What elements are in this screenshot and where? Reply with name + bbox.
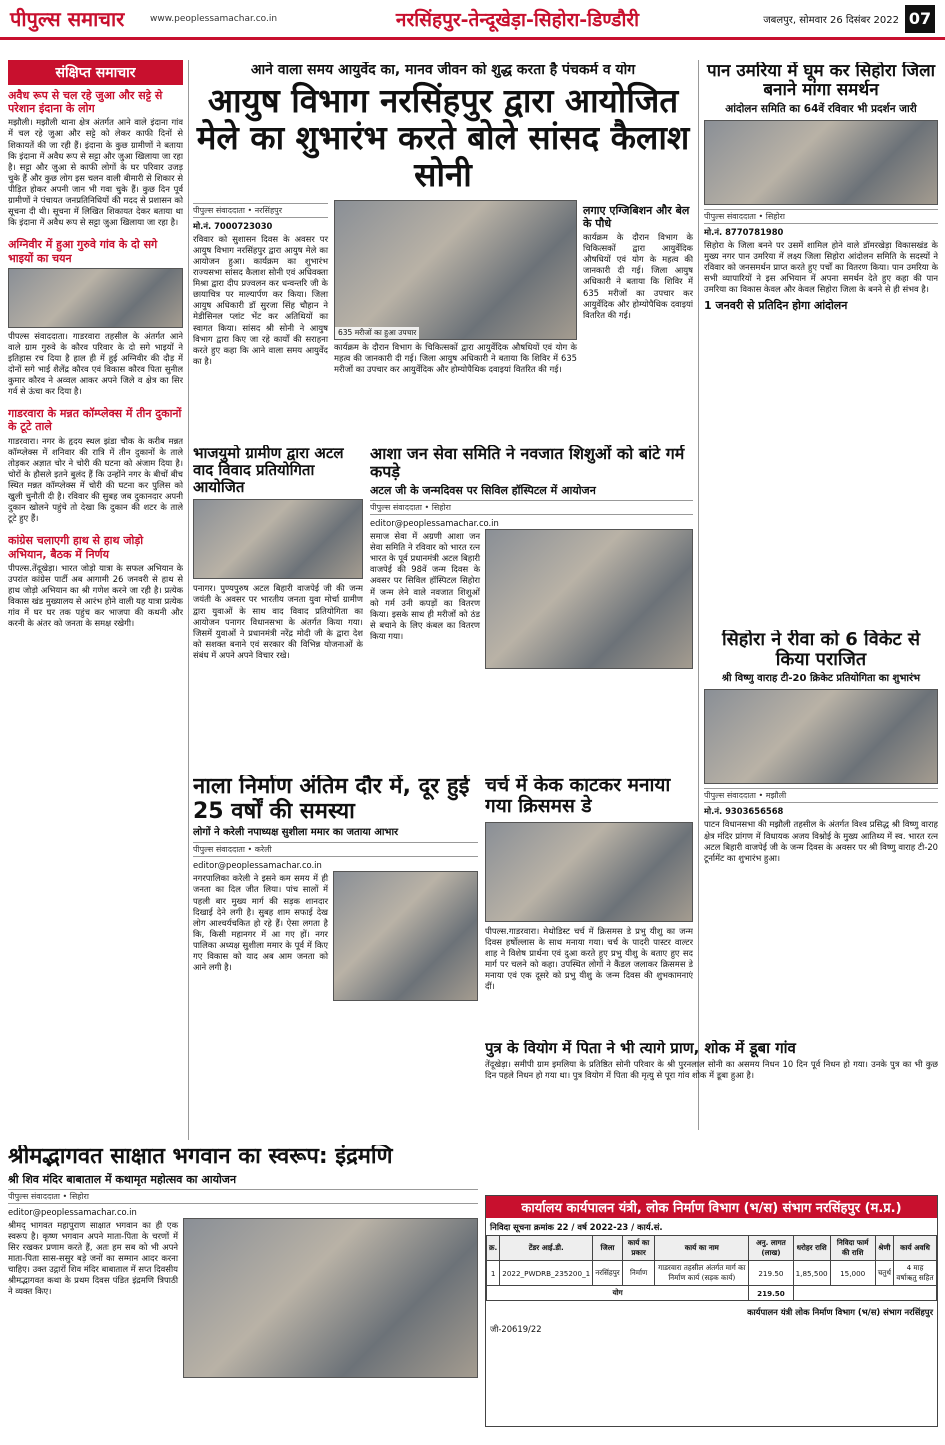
bhagwat-body: श्रीमद् भागवत महापुराण साक्षात भगवान का ही एक स्वरूप है। कृष्ण भगवान अपने माता-पिता के चरणों में सिर रखकर प्रणाम करते हैं, अतः हम सब को भी अपने माता-पिता सास-ससुर बड़े जनों का सम्मान आदर करना चाहिए। उक्त उद्गारों शिव मंदिर बाबाताल में सप्त दिवसीय श्रीमद्भागवत कथा के प्रथम दिवस पंडित इंद्रमणि त्रिपाठी ने व्यक्त किए। <box>8 1219 178 1297</box>
asha-headline: आशा जन सेवा समिति ने नवजात शिशुओं को बांटे गर्म कपड़े <box>370 445 685 481</box>
tender-col-header: धरोहर राशि <box>793 1236 830 1261</box>
main-story-headline: आयुष विभाग नरसिंहपुर द्वारा आयोजित मेले का शुभारंभ करते बोले सांसद कैलाश सोनी <box>196 80 690 194</box>
bhagwat-email[interactable]: editor@peoplessamachar.co.in <box>8 1206 137 1217</box>
tender-cell: 1 <box>487 1261 500 1286</box>
tender-cell: निर्माण <box>622 1261 655 1286</box>
tender-cell: 1,85,500 <box>793 1261 830 1286</box>
tender-col-header: क्र. <box>487 1236 500 1261</box>
tender-col-header: जिला <box>593 1236 623 1261</box>
nala-body: नगरपालिका करेली ने इसने कम समय में ही जनता का दिल जीत लिया। पांच सालों में पहली बार मुख्य मार्ग की सड़क शानदार दिखाई देने लगी है। सुबह शाम सफाई देख लोग आश्चर्यचकित हो रहे हैं। ऐसा लगता है कि, किसी महानगर में आ गए हों। नगर पालिका अध्यक्ष सुशीला ममार के पूर्व में किए गए विकास को याद अब आम जनता को आने लगी है। <box>193 873 328 973</box>
pan-mobile: मो.नं. 8770781980 <box>704 226 784 237</box>
pan-byline: पीपुल्स संवाददाता • सिहोरा <box>704 209 938 224</box>
sihora-mobile: मो.नं. 9303656568 <box>704 806 784 817</box>
pan-photo <box>704 120 938 205</box>
ayush-fair-photo <box>334 200 577 340</box>
newspaper-logo: पीपुल्स समाचार <box>10 7 125 31</box>
tender-title: कार्यालय कार्यपालन यंत्री, लोक निर्माण विभाग (भ/स) संभाग नरसिंहपुर (म.प्र.) <box>486 1196 937 1218</box>
briefs-heading: संक्षिप्त समाचार <box>8 60 183 85</box>
pan-subhead: 1 जनवरी से प्रतिदिन होगा आंदोलन <box>704 299 848 313</box>
church-photo <box>485 822 693 922</box>
putra-story <box>485 1040 938 1190</box>
brief-title: अग्निवीर में हुआ गुरुवे गांव के दो सगे भाइयों का चयन <box>8 238 158 265</box>
main-story-kicker: आने वाला समय आयुर्वेद का, मानव जीवन को शुद्ध करता है पंचकर्म व योग <box>250 62 636 78</box>
tender-notice-no: निविदा सूचना क्रमांक 22 / वर्ष 2022-23 / कार्य.सं. <box>490 1222 663 1232</box>
tender-cell: 219.50 <box>749 1261 793 1286</box>
brief-title: अवैध रूप से चल रहे जुआ और सट्टे से परेशान इंदाना के लोग <box>8 89 163 116</box>
tender-col-header: निविदा फार्म की राशि <box>830 1236 875 1261</box>
brief-text: पीपल्स.तेंदूखेड़ा। भारत जोड़ो यात्रा के सफल अभियान के उपरांत कांग्रेस पार्टी अब आगामी 26 जनवरी से हाथ से हाथ जोड़ो अभियान का श्री गणेश करने जा रही है। प्रत्येक विकास खंड मुख्यालय से आरंभ होने वाली यह यात्रा प्रत्येक गांव में घर घर तक पहुंच कर भाजपा की कथनी और करनी के अंतर को जनता के समक्ष रखेगी। <box>8 562 183 629</box>
asha-body: समाज सेवा में अग्रणी आशा जन सेवा समिति ने रविवार को भारत रत्न भारत के पूर्व प्रधानमंत्री अटल बिहारी वाजपेई की 98वें जन्म दिवस के अवसर पर सिविल हॉस्पिटल सिहोरा में जन्म लेने वाले नवजात शिशुओं को गर्म उनी कपड़ों का वितरण किया। इसके साथ ही मरीजों को ठंड से बचाने के लिए कंबल का वितरण किया गया। <box>370 531 480 641</box>
tender-col-header: अनु. लागत (लाख) <box>749 1236 793 1261</box>
sihora-headline: सिहोरा ने रीवा को 6 विकेट से किया पराजित <box>721 630 921 671</box>
pan-body: सिहोरा के जिला बनने पर उसमें शामिल होने वाले डॉमरखेड़ा विकासखंड के मुख्य नगर पान उमरिया में लक्ष्य जिला सिहोरा आंदोलन समिति के सदस्यों ने रविवार को जनसमर्थन प्राप्त करते हुए पर्चों का वितरण किया। पान उमरिया के सभी व्यापारियों ने इस अभियान में अपना समर्थन देते हुए कहा की पान उमरिया का विकास केवल और केवल सिहोरा जिला के बनने से ही संभव है। <box>704 239 938 295</box>
asha-photo <box>485 529 693 669</box>
main-story-mobile: मो.नं. 7000723030 <box>193 220 273 231</box>
tender-cell: 15,000 <box>830 1261 875 1286</box>
tender-total: 219.50 <box>749 1286 793 1301</box>
bhagwat-headline: श्रीमद्भागवत साक्षात भगवान का स्वरूप: इंद्रमणि <box>8 1145 393 1169</box>
brief-text: मझौली। मझौली थाना क्षेत्र अंतर्गत आने वाले इंदाना गांव में चल रहे जुआ और सट्टे को लेकर काफी दिनों से शिकायतें की जा रही हैं। इंदाना के कुछ ग्रामीणों ने बताया कि इंदाना में अवैध रूप से सट्टा और जुआ खिलाया जा रहा है। सट्टा और जुआ से काफी लोगों के घर परिवार उजड़ चुके हैं और कुछ लोग इस चलन वाली बीमारी से शिकार से पीड़ित होकर अपनी जान भी गवा चुके हैं। कुछ दिन पूर्व ग्रामीणों ने पंचायत जनप्रतिनिधियों की मदद से प्रशासन को सूचना दी थी। सूचना में लिखित शिकायत देकर बताया था कि इंदाना में अवैध रूप से सट्टा जुआ खिलाया जा रहा है। <box>8 117 183 228</box>
brief-title: गाडरवारा के मन्नत कॉम्प्लेक्स में तीन दुकानों के टूटे ताले <box>8 407 182 434</box>
nala-headline: नाला निर्माण अंतिम दौर में, दूर हुई 25 वर्षों की समस्या <box>193 775 470 824</box>
atal-debate-headline: भाजयुमो ग्रामीण द्वारा अटल वाद विवाद प्रतियोगिता आयोजित <box>193 445 344 496</box>
main-story-side-text: कार्यक्रम के दौरान विभाग के चिकित्सकों द्वारा आयुर्वेदिक औषधियों एवं योग के महत्व की जानकारी दी गई। जिला आयुष अधिकारी ने बताया कि शिविर में 635 मरीजों का उपचार कर आयुर्वेदिक और होम्योपैथिक दवाइयां वितरित की गई। <box>583 232 693 320</box>
main-story-body: रविवार को सुशासन दिवस के अवसर पर आयुष विभाग नरसिंहपुर द्वारा आयुष मेले का आयोजन हुआ। कार्यक्रम का शुभारंभ राज्यसभा सांसद कैलाश सोनी एवं अधिवक्ता मिश्रा द्वारा दीप प्रज्वलन कर धन्वन्तरि जी के छायाचित्र पर माल्यार्पण कर किया। जिला आयुष अधिकारी डॉ सुरजा सिंह चौहान ने मेडीसिनल प्लांट भेंट कर अतिथियों का स्वागत किया। सांसद श्री सोनी ने आयुष विभाग द्वारा किए जा रहे कार्यों की सराहना करते हुए कहा कि आने वाला समय आयुर्वेद का है। <box>193 233 328 366</box>
sihora-kicker: श्री विष्णु वाराह टी-20 क्रिकेट प्रतियोगिता का शुभारंभ <box>721 673 921 685</box>
tender-col-header: कार्य अवधि <box>893 1236 936 1261</box>
bhagwat-kicker: श्री शिव मंदिर बाबाताल में कथामृत महोत्सव का आयोजन <box>8 1172 237 1186</box>
tender-notice <box>485 1195 938 1427</box>
agniveer-photo <box>8 268 183 328</box>
sihora-body: पाटन विधानसभा की मझौली तहसील के अंतर्गत विश्व प्रसिद्ध श्री विष्णु वाराह क्षेत्र मंदिर प्रांगण में विधायक अजय विश्नोई के मुख्य आतिथ्य में स्व. भारत रत्न अटल बिहारी वाजपेई जी के जन्म दिवस के अवसर पर श्री विष्णु वाराह टी-20 टूर्नामेंट का शुभारंभ हुआ। <box>704 819 938 863</box>
website-url[interactable]: www.peoplessamachar.co.in <box>150 13 278 24</box>
photo-caption: 635 मरीजों का हुआ उपचार <box>335 327 419 339</box>
tender-cell: 4 माह वर्षाऋतु सहित <box>893 1261 936 1286</box>
atal-debate-story <box>193 445 363 765</box>
church-body: पीपल्स.गाडरवारा। मेथोडिस्ट चर्च में क्रिसमस डे प्रभु यीशु का जन्म दिवस हर्षोल्लास के साथ मनाया गया। चर्च के पादरी पास्टर वाल्टर शाह ने विशेष प्रार्थना एवं दुआ करते हुए प्रभु यीशु के बताए हुए सद मार्ग पर चलने को कहा। उपस्थित लोगों ने कैंडल जलाकर क्रिसमस डे मनाया एवं एक दूसरे को प्रभु यीशु के जन्म दिवस की शुभकामनाएं दीं। <box>485 925 693 991</box>
nala-byline: पीपुल्स संवाददाता • करेली <box>193 842 478 857</box>
main-story <box>193 62 693 437</box>
tender-cell: गाडरवारा तहसील अंतर्गत मार्ग का निर्माण कार्य (सड़क कार्य) <box>655 1261 749 1286</box>
nala-kicker: लोगों ने करेली नपाध्यक्ष सुशीला ममार का जताया आभार <box>193 827 399 839</box>
bhagwat-byline: पीपुल्स संवाददाता • सिहोरा <box>8 1189 478 1204</box>
tender-table <box>486 1235 937 1301</box>
brief-text: गाडरवारा। नगर के हृदय स्थल झंडा चौक के करीब मन्नत कॉम्प्लेक्स में शनिवार की रात्रि में तीन दुकानों के ताले तोड़कर अज्ञात चोर ने चोरी की घटना को अंजाम दिया है। चोरों के हौसले इतने बुलंद हैं कि उन्होंने नगर के बीचों बीच स्थित मन्नत कॉम्प्लेक्स में चोरी की घटना कर पुलिस को खुली चुनौती दी है। रविवार की सुबह जब दुकानदार अपनी दुकान खोलने पहुंचे तो देखा कि दुकान की शटर के ताले टूटे हुए हैं। <box>8 435 183 524</box>
brief-text: पीपल्स संवाददाता। गाडरवारा तहसील के अंतर्गत आने वाले ग्राम गुरुवे के कौरव परिवार के दो सगे भाइयों ने इतिहास रच दिया है हाल ही में हुई अग्निवीर की दौड़ में दोनों सगे भाई शैलेंद्र कौरव एवं विकास कौरव पिता सुनील कुमार कौरव ने अव्वल आकर अपने जिले व क्षेत्र का सिर गर्व से ऊंचा कर दिया है। <box>8 330 183 397</box>
asha-kicker: अटल जी के जन्मदिवस पर सिविल हॉस्पिटल में आयोजन <box>370 483 596 497</box>
tender-cell: 2022_PWDRB_235200_1 <box>500 1261 593 1286</box>
tender-col-header: कार्य का प्रकार <box>622 1236 655 1261</box>
tender-footer: कार्यपालन यंत्री लोक निर्माण विभाग (भ/स) संभाग नरसिंहपुर <box>747 1307 933 1318</box>
cricket-photo <box>704 689 938 784</box>
putra-headline: पुत्र के वियोग में पिता ने भी त्यागे प्राण, शोक में डूबा गांव <box>485 1040 796 1057</box>
asha-byline: पीपुल्स संवाददाता • सिहोरा <box>370 500 693 515</box>
main-story-byline: पीपुल्स संवाददाता • नरसिंहपुर <box>193 203 328 218</box>
tender-col-header: कार्य का नाम <box>655 1236 749 1261</box>
main-story-body-continued: कार्यक्रम के दौरान विभाग के चिकित्सकों द्वारा आयुर्वेदिक औषधियों एवं योग के महत्व की जानकारी दी गई। जिला आयुष अधिकारी ने बताया कि शिविर में 635 मरीजों का उपचार कर आयुर्वेदिक और होम्योपैथिक दवाइयां वितरित की गई। <box>334 341 577 374</box>
masthead <box>0 0 945 40</box>
tender-col-header: टेंडर आई.डी. <box>500 1236 593 1261</box>
nala-email[interactable]: editor@peoplessamachar.co.in <box>193 860 322 871</box>
page-number: 07 <box>905 5 935 33</box>
nala-photo <box>333 871 478 1001</box>
bhagwat-photo <box>183 1218 478 1378</box>
main-story-side-title: लगाए एग्जिबिशन और बेल के पौधे <box>583 203 690 230</box>
asha-email[interactable]: editor@peoplessamachar.co.in <box>370 518 499 528</box>
table-row <box>487 1286 937 1301</box>
brief-title: कांग्रेस चलाएगी हाथ से हाथ जोड़ो अभियान, बैठक में निर्णय <box>8 534 144 561</box>
sihora-cricket-story <box>704 630 938 1050</box>
tender-total-label: योग <box>487 1286 749 1301</box>
briefs-column <box>8 60 183 1140</box>
region-title: नरसिंहपुर-तेन्दूखेड़ा-सिहोरा-डिण्डौरी <box>395 8 640 31</box>
tender-cell: नरसिंहपुर <box>593 1261 623 1286</box>
sihora-byline: पीपुल्स संवाददाता • मझौली <box>704 788 938 803</box>
pan-umariya-story <box>704 62 938 617</box>
church-headline: चर्च में केक काटकर मनाया गया क्रिसमस डे <box>485 775 671 818</box>
nala-story <box>193 775 478 1135</box>
tender-col-header: श्रेणी <box>875 1236 893 1261</box>
table-row <box>487 1261 937 1286</box>
asha-story <box>370 445 693 765</box>
bhagwat-story <box>8 1145 478 1430</box>
atal-debate-body: पनागर। पुण्यपुरुष अटल बिहारी वाजपेई जी की जन्म जयंती के अवसर पर भारतीय जनता युवा मोर्चा ग्रामीण द्वारा युवाओं के साथ वाद विवाद प्रतियोगिता का आयोजन पनागर विधानसभा के अंतर्गत किया गया। जिसमें युवाओं ने प्रधानमंत्री नरेंद्र मोदी जी के द्वारा देश को सशक्त बनाने एवं सरकार की विभिन्न योजनाओं के संबंध में अपने अपने विचार रखे। <box>193 583 363 660</box>
issue-date: जबलपुर, सोमवार 26 दिसंबर 2022 <box>763 14 899 26</box>
tender-ref: जी-20619/22 <box>490 1324 542 1335</box>
pan-kicker: आंदोलन समिति का 64वें रविवार भी प्रदर्शन जारी <box>725 103 917 116</box>
debate-photo <box>193 499 363 579</box>
putra-body: तेंदूखेड़ा। समीपी ग्राम इमलिया के प्रतिष्ठित सोनी परिवार के श्री पुरनलाल सोनी का असमय निधन 10 दिन पूर्व निधन हो गया। उनके पुत्र का भी कुछ दिन पहले निधन हो गया था। पुत्र वियोग में पिता की मृत्यु से पूरा गांव शोक में डूबा हुआ है। <box>485 1058 938 1080</box>
pan-headline: पान उमरिया में घूम कर सिहोरा जिला बनाने मांगा समर्थन <box>706 62 936 101</box>
tender-cell: चतुर्थ <box>875 1261 893 1286</box>
